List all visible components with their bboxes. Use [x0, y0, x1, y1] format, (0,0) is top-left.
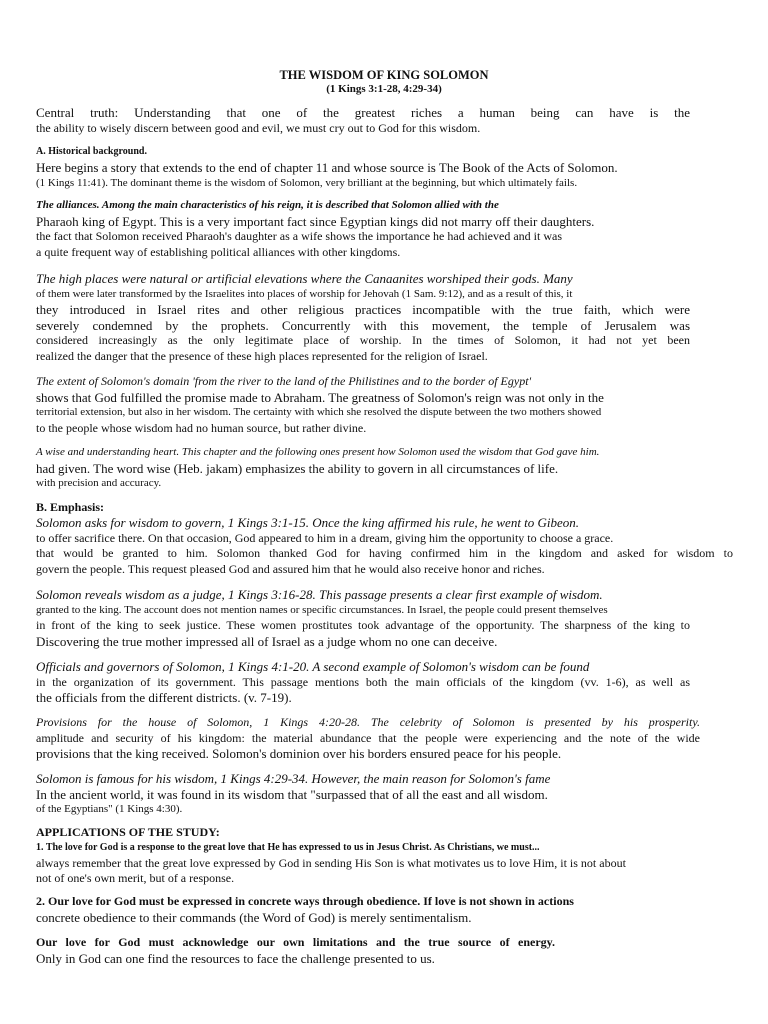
judge-paragraph	[36, 587, 690, 649]
text-line: Central truth: Understanding that one of the greatest riches a human being can have is the	[36, 105, 690, 120]
text-line: that would be granted to him. Solomon thanked God for having confirmed him in the kingdom and asked for wisdom to	[36, 546, 733, 560]
text-line: (1 Kings 11:41). The dominant theme is the wisdom of Solomon, very brilliant at the beginning, but which ultimately fails.	[36, 176, 578, 189]
section-heading: APPLICATIONS OF THE STUDY:	[36, 825, 220, 839]
alliances-paragraph	[36, 198, 690, 260]
text-line: shows that God fulfilled the promise made to Abraham. The greatness of Solomon's reign was not only in the	[36, 389, 604, 405]
text-line: in the organization of its government. This passage mentions both the main officials of the kingdom (vv. 1-6), as well as	[36, 674, 690, 689]
application-1	[36, 840, 700, 887]
applications-heading-block	[36, 825, 690, 841]
text-line: a quite frequent way of establishing political alliances with other kingdoms.	[36, 244, 401, 259]
document-title: THE WISDOM OF KING SOLOMON	[279, 68, 489, 82]
text-line: The extent of Solomon's domain 'from the river to the land of the Philistines and to the border of Egypt'	[36, 374, 532, 388]
text-line: severely condemned by the prophets. Concurrently with this movement, the temple of Jerusalem was	[36, 317, 690, 333]
emphasis-heading-block	[36, 500, 690, 516]
text-line: they introduced in Israel rites and other religious practices incompatible with the true faith, which were	[36, 302, 690, 317]
text-line: Officials and governors of Solomon, 1 Kings 4:1-20. A second example of Solomon's wisdom can be found	[36, 659, 590, 674]
central-truth	[36, 105, 690, 136]
famous-paragraph	[36, 771, 690, 818]
extent-paragraph	[36, 374, 690, 436]
text-line: A wise and understanding heart. This chapter and the following ones present how Solomon used the wisdom that God gave him.	[36, 446, 600, 458]
text-line: of them were later transformed by the Israelites into places of worship for Jehovah (1 Sam. 9:12), and as a result of this, it	[36, 287, 573, 300]
provisions-paragraph	[36, 715, 700, 762]
text-line: provisions that the king received. Solomon's dominion over his borders ensured peace for his people.	[36, 746, 562, 761]
text-line: govern the people. This request pleased God and assured him that he would also receive honor and riches.	[36, 561, 545, 576]
text-line: to offer sacrifice there. On that occasion, God appeared to him in a dream, giving him the opportunity to choose a grace.	[36, 530, 614, 545]
text-line: had given. The word wise (Heb. jakam) emphasizes the ability to govern in all circumstances of life.	[36, 460, 559, 476]
text-line: realized the danger that the presence of these high places represented for the religion of Israel.	[36, 348, 488, 363]
text-line: Solomon is famous for his wisdom, 1 Kings 4:29-34. However, the main reason for Solomon's fame	[36, 771, 551, 786]
document-reference: (1 Kings 3:1-28, 4:29-34)	[326, 83, 442, 95]
text-line: of the Egyptians" (1 Kings 4:30).	[36, 803, 183, 815]
text-line: 2. Our love for God must be expressed in concrete ways through obedience. If love is not shown in actions	[36, 894, 574, 908]
text-line: always remember that the great love expressed by God in sending His Son is what motivates us to love Him, it is not about	[36, 855, 626, 870]
text-line: the fact that Solomon received Pharaoh's daughter as a wife shows the importance he had achieved and it was	[36, 229, 562, 243]
text-line: Our love for God must acknowledge our own limitations and the true source of energy.	[36, 935, 555, 949]
text-line: Only in God can one find the resources to face the challenge presented to us.	[36, 950, 435, 966]
text-line: amplitude and security of his kingdom: the material abundance that the people were experiencing and the note of the wide	[36, 730, 700, 745]
text-line: Solomon reveals wisdom as a judge, 1 Kings 3:16-28. This passage presents a clear first example of wisdom.	[36, 587, 603, 602]
text-line: with precision and accuracy.	[36, 477, 162, 489]
historical-paragraph	[36, 160, 690, 191]
text-line: not of one's own merit, but of a response.	[36, 871, 235, 885]
text-line: Solomon asks for wisdom to govern, 1 Kings 3:1-15. Once the king affirmed his rule, he went to Gibeon.	[36, 515, 580, 530]
text-line: The alliances. Among the main characteristics of his reign, it is described that Solomon allied with the	[36, 199, 499, 211]
wise-heart-paragraph	[36, 445, 690, 492]
text-line: considered increasingly as the only legitimate place of worship. In the times of Solomon, it had not yet been	[36, 333, 690, 347]
text-line: The high places were natural or artificial elevations where the Canaanites worshiped their gods. Many	[36, 271, 573, 286]
text-line: territorial extension, but also in her wisdom. The certainty with which she resolved the dispute between the two mothers showed	[36, 406, 602, 418]
text-line: the officials from the different districts. (v. 7-19).	[36, 690, 292, 705]
high-places-paragraph	[36, 271, 690, 364]
historical-heading	[36, 144, 690, 160]
text-line: to the people whose wisdom had no human source, but rather divine.	[36, 420, 367, 435]
title-block	[0, 68, 768, 96]
section-heading: B. Emphasis:	[36, 500, 105, 514]
text-line: concrete obedience to their commands (the Word of God) is merely sentimentalism.	[36, 909, 472, 925]
section-heading: A. Historical background.	[36, 146, 147, 157]
application-2	[36, 894, 690, 925]
text-line: Pharaoh king of Egypt. This is a very important fact since Egyptian kings did not marry off their daughters.	[36, 213, 595, 229]
text-line: in front of the king to seek justice. These women prostitutes took advantage of the opportunity. The sharpness of the king to	[36, 618, 690, 632]
officials-paragraph	[36, 659, 690, 706]
text-line: the ability to wisely discern between good and evil, we must cry out to God for this wisdom.	[36, 120, 481, 135]
text-line: Here begins a story that extends to the end of chapter 11 and whose source is The Book of the Acts of Solomon.	[36, 160, 618, 175]
text-line: In the ancient world, it was found in its wisdom that "surpassed that of all the east and all wisdom.	[36, 786, 548, 802]
text-line: granted to the king. The account does not mention names or specific circumstances. In Israel, the people could present themselves	[36, 603, 608, 616]
application-3	[36, 935, 555, 966]
text-line: Provisions for the house of Solomon, 1 Kings 4:20-28. The celebrity of Solomon is presented by his prosperity.	[36, 715, 700, 729]
text-line: Discovering the true mother impressed all of Israel as a judge whom no one can deceive.	[36, 633, 498, 649]
text-line: 1. The love for God is a response to the great love that He has expressed to us in Jesus Christ. As Christians, we must...	[36, 842, 540, 853]
asks-paragraph	[36, 515, 733, 577]
